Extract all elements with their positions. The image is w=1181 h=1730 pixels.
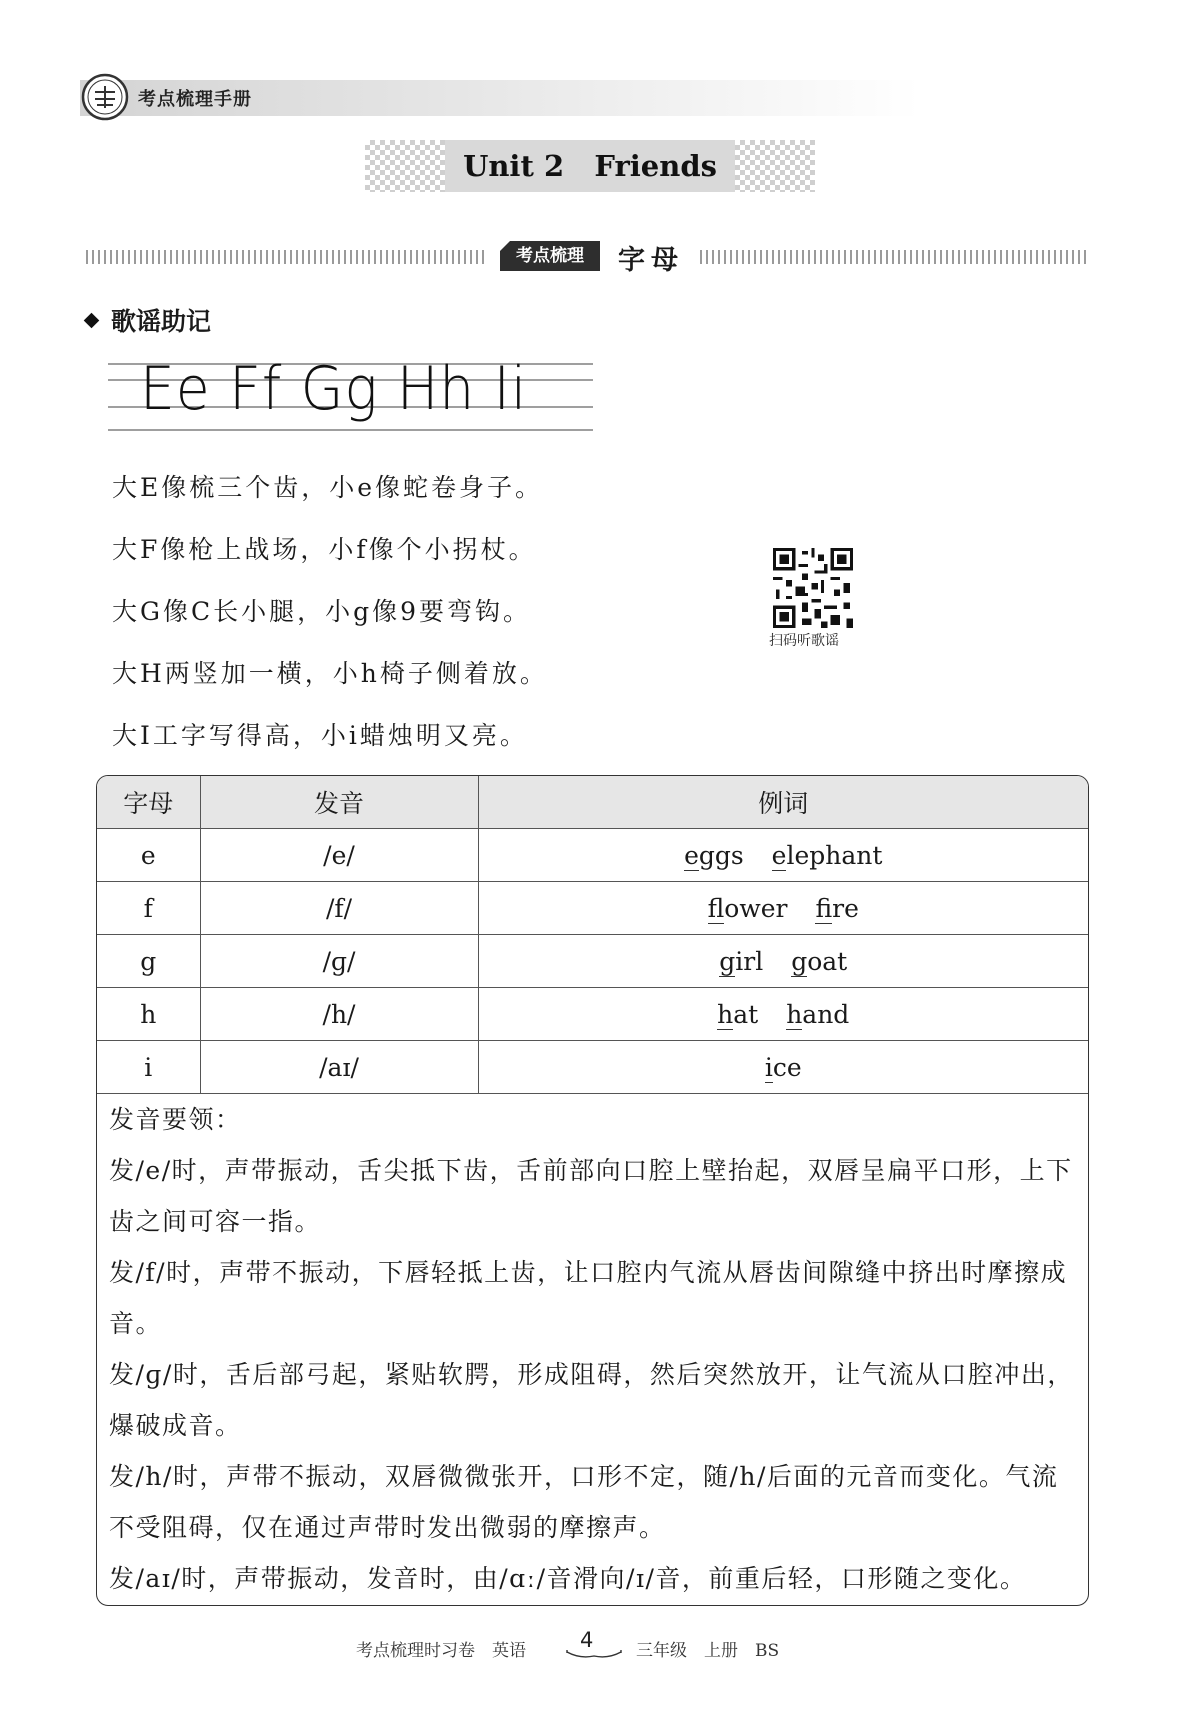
qr-caption: 扫码听歌谣 [769, 633, 839, 649]
letter-cell: e [97, 829, 200, 882]
dotted-rule-right [700, 250, 1090, 264]
song-heading: 歌谣助记 [86, 302, 211, 338]
sound-cell: /ɡ/ [200, 935, 478, 988]
example-word: hat [717, 999, 759, 1029]
examples-cell [478, 935, 1088, 988]
header-title: 考点梳理手册 [138, 89, 252, 110]
header-letter: 字母 [97, 776, 200, 829]
note-item: 发/f/时，声带不振动，下唇轻抵上齿，让口腔内气流从唇齿间隙缝中挤出时摩擦成音。 [109, 1258, 1068, 1338]
rhyme-line: 大I工字写得高，小i蜡烛明又亮。 [112, 721, 528, 750]
table-row [97, 882, 1088, 935]
note-item: 发/h/时，声带不振动，双唇微微张开，口形不定，随/h/后面的元音而变化。气流不受阻碍，仅在通过声带时发出微弱的摩擦声。 [109, 1462, 1059, 1542]
sound-cell: /h/ [200, 988, 478, 1041]
example-word: elephant [771, 840, 883, 870]
examples-cell [478, 988, 1088, 1041]
letter-table [96, 775, 1089, 1606]
letter-cell: i [97, 1041, 200, 1094]
letter-cell: f [97, 882, 200, 935]
banner-pattern-right [735, 140, 815, 192]
tag-corner [500, 241, 510, 251]
example-word: eggs [684, 840, 744, 870]
examples-cell [478, 829, 1088, 882]
sound-cell: /e/ [200, 829, 478, 882]
note-item: 发/aɪ/时，声带振动，发音时，由/ɑː/音滑向/ɪ/音，前重后轻，口形随之变化。 [109, 1564, 1027, 1593]
table-row [97, 935, 1088, 988]
rhyme-line: 大H两竖加一横，小h椅子侧着放。 [112, 659, 548, 688]
page-number: 4 [580, 1628, 594, 1652]
table-row [97, 988, 1088, 1041]
publisher-logo [80, 72, 130, 122]
table-header-row [97, 776, 1088, 829]
sound-cell: /f/ [200, 882, 478, 935]
note-item: 发/ɡ/时，舌后部弓起，紧贴软腭，形成阻碍，然后突然放开，让气流从口腔冲出，爆破成音。 [109, 1360, 1074, 1440]
example-word: ice [764, 1052, 802, 1082]
header-examples: 例词 [478, 776, 1088, 829]
example-word: girl [719, 946, 764, 976]
rhyme-line: 大G像C长小腿，小g像9要弯钩。 [112, 597, 532, 626]
rhyme-line: 大E像梳三个齿，小e像蛇卷身子。 [112, 473, 544, 502]
letter-pairs: Ee Ff Gg Hh Ii [140, 354, 528, 424]
notes-title: 发音要领： [109, 1105, 242, 1134]
note-item: 发/e/时，声带振动，舌尖抵下齿，舌前部向口腔上壁抬起，双唇呈扁平口形，上下齿之间可容一指。 [109, 1156, 1073, 1236]
dotted-rule-left [86, 250, 486, 264]
table-row [97, 829, 1088, 882]
diamond-icon [84, 313, 100, 329]
sound-cell: /aɪ/ [200, 1041, 478, 1094]
pronunciation-notes [97, 1094, 1088, 1604]
unit-title: Unit 2 Friends [445, 140, 735, 192]
header-sound: 发音 [200, 776, 478, 829]
letter-cell: h [97, 988, 200, 1041]
footer-left: 考点梳理时习卷 英语 [356, 1641, 526, 1661]
banner-pattern-left [365, 140, 445, 192]
letter-cell: g [97, 935, 200, 988]
example-word: hand [786, 999, 850, 1029]
example-word: goat [791, 946, 848, 976]
table-row [97, 1041, 1088, 1094]
open-book-icon [566, 1650, 622, 1660]
section-title: 字母 [618, 245, 684, 276]
section-tag: 考点梳理 [500, 241, 600, 271]
qr-code-icon[interactable] [773, 548, 853, 628]
footer-right: 三年级 上册 BS [636, 1641, 780, 1661]
examples-cell [478, 882, 1088, 935]
example-word: fire [815, 893, 859, 923]
rhyme-line: 大F像枪上战场，小f像个小拐杖。 [112, 535, 537, 564]
examples-cell [478, 1041, 1088, 1094]
example-word: flower [707, 893, 788, 923]
